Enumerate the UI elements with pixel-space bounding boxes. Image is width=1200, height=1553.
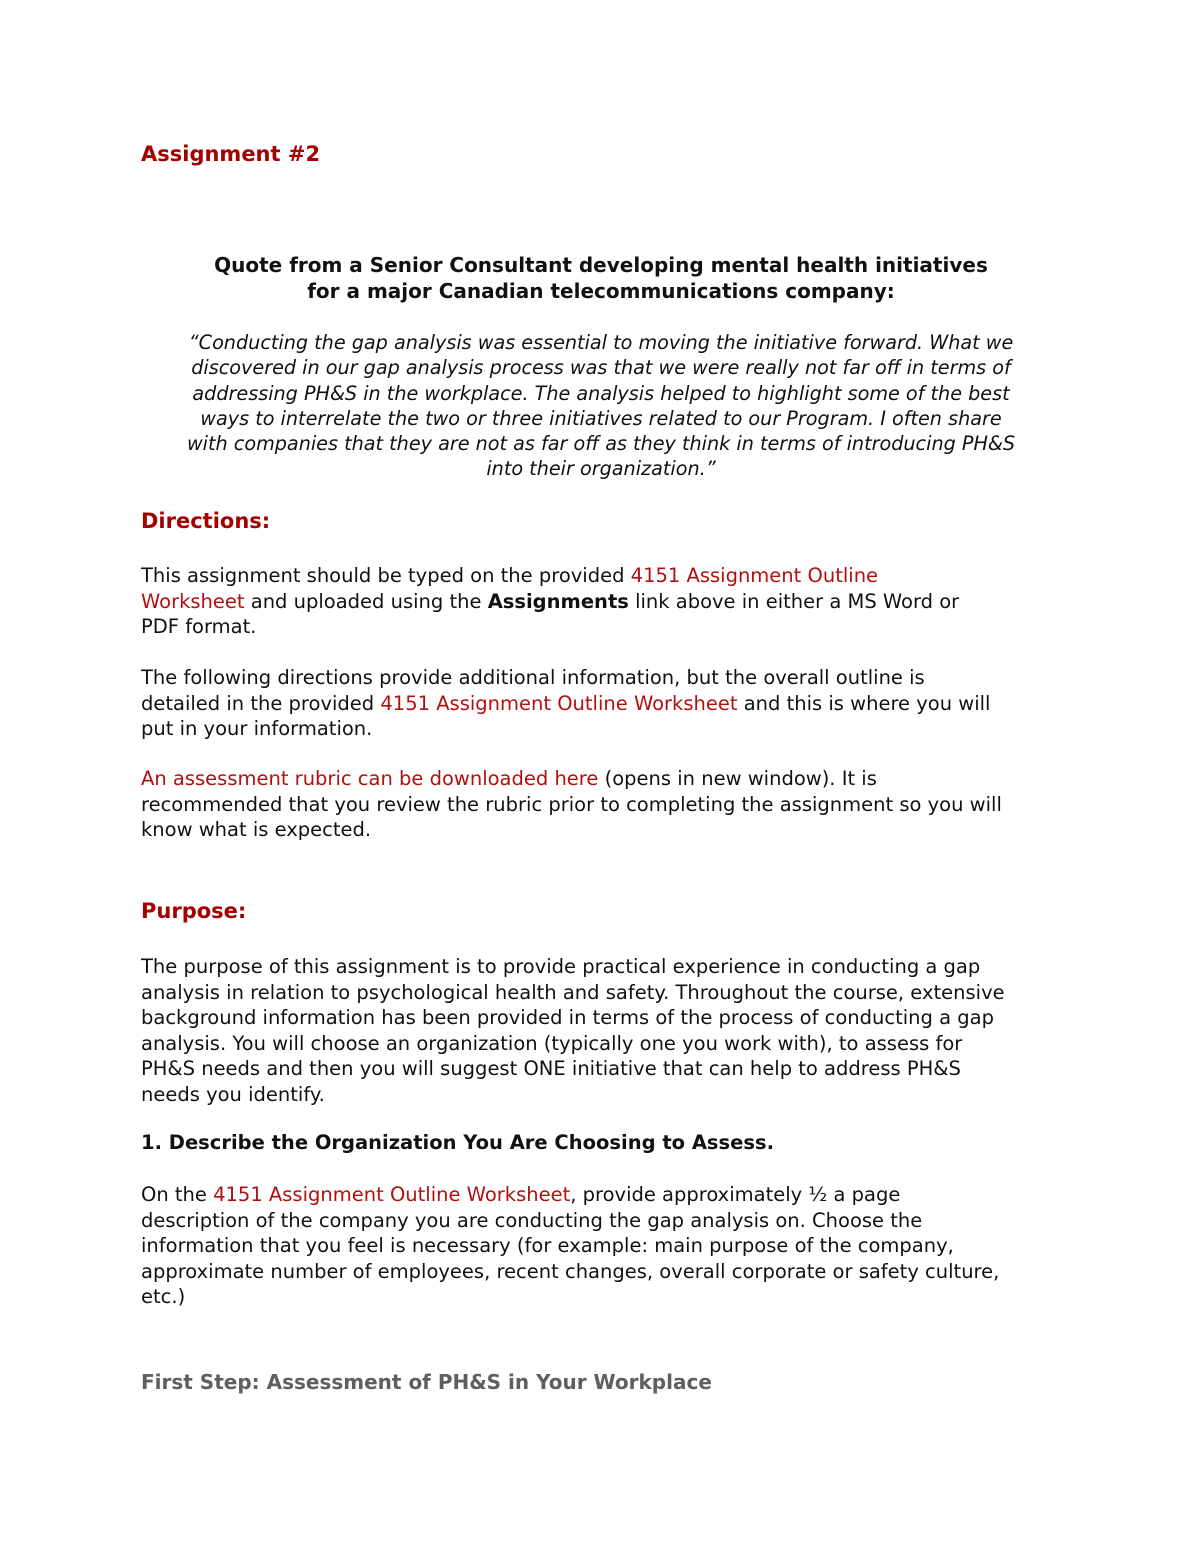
rubric-download-link[interactable]: An assessment rubric can be downloaded here xyxy=(141,767,599,790)
text-line: The purpose of this assignment is to provide practical experience in conducting a gap xyxy=(141,955,981,978)
worksheet-link[interactable]: 4151 Assignment Outline Worksheet xyxy=(380,691,738,715)
directions-paragraph-2 xyxy=(141,665,1061,742)
quote-line: with companies that they are not as far off as they think in terms of introducing PH&S xyxy=(186,432,1016,456)
page-title: Assignment #2 xyxy=(141,142,321,166)
directions-paragraph-3 xyxy=(141,766,1061,843)
worksheet-link[interactable]: 4151 Assignment Outline xyxy=(630,564,879,587)
worksheet-link[interactable]: Worksheet xyxy=(141,589,245,613)
text: and uploaded using the xyxy=(244,589,488,613)
worksheet-link[interactable]: 4151 Assignment Outline Worksheet xyxy=(213,1183,571,1206)
text: recommended that you review the rubric prior to completing the assignment so you will xyxy=(141,792,1002,816)
text: (opens in new window). It is xyxy=(598,767,877,790)
text: PDF format. xyxy=(141,615,257,638)
purpose-paragraph xyxy=(141,954,1061,1107)
text-line: background information has been provided in terms of the process of conducting a gap xyxy=(141,1006,994,1029)
section-1-heading: 1. Describe the Organization You Are Choosing to Assess. xyxy=(141,1131,774,1154)
text-line: information that you feel is necessary (for example: main purpose of the company, xyxy=(141,1234,954,1257)
quote-line: into their organization.” xyxy=(486,457,716,481)
text-line: needs you identify. xyxy=(141,1082,325,1106)
text-line: analysis. You will choose an organization (typically one you work with), to assess for xyxy=(141,1031,963,1055)
text: , provide approximately ½ a page xyxy=(570,1183,901,1206)
text-line: description of the company you are conducting the gap analysis on. Choose the xyxy=(141,1208,923,1232)
quote-heading xyxy=(141,252,1061,304)
quote-line: addressing PH&S in the workplace. The analysis helped to highlight some of the best xyxy=(192,381,1010,405)
quote-line: ways to interrelate the two or three initiatives related to our Program. I often share xyxy=(200,406,1002,430)
purpose-heading: Purpose: xyxy=(141,899,247,923)
text-line: approximate number of employees, recent changes, overall corporate or safety culture, xyxy=(141,1259,1000,1283)
directions-heading: Directions: xyxy=(141,509,271,533)
section-1-paragraph xyxy=(141,1182,1061,1310)
text: know what is expected. xyxy=(141,818,372,841)
quote-line: discovered in our gap analysis process was that we were really not far off in terms of xyxy=(191,356,1011,380)
text: This assignment should be typed on the provided xyxy=(141,564,631,587)
quote-heading-line: for a major Canadian telecommunications company: xyxy=(307,279,895,303)
directions-paragraph-1 xyxy=(141,563,1061,640)
text: The following directions provide additional information, but the overall outline is xyxy=(141,666,925,689)
quote-line: “Conducting the gap analysis was essential to moving the initiative forward. What we xyxy=(188,331,1014,354)
text: and this is where you will xyxy=(737,691,991,715)
text: put in your information. xyxy=(141,717,373,740)
text: On the xyxy=(141,1183,214,1206)
text-line: etc.) xyxy=(141,1285,186,1308)
text: link above in either a MS Word or xyxy=(628,589,960,613)
text-line: PH&S needs and then you will suggest ONE initiative that can help to address PH&S xyxy=(141,1057,961,1080)
assignments-label: Assignments xyxy=(487,589,629,613)
first-step-heading: First Step: Assessment of PH&S in Your Workplace xyxy=(141,1370,712,1394)
text-line: analysis in relation to psychological health and safety. Throughout the course, extensive xyxy=(141,980,1005,1004)
quote-heading-line: Quote from a Senior Consultant developing mental health initiatives xyxy=(214,253,988,277)
text: detailed in the provided xyxy=(141,691,381,715)
quote-text xyxy=(141,330,1061,482)
